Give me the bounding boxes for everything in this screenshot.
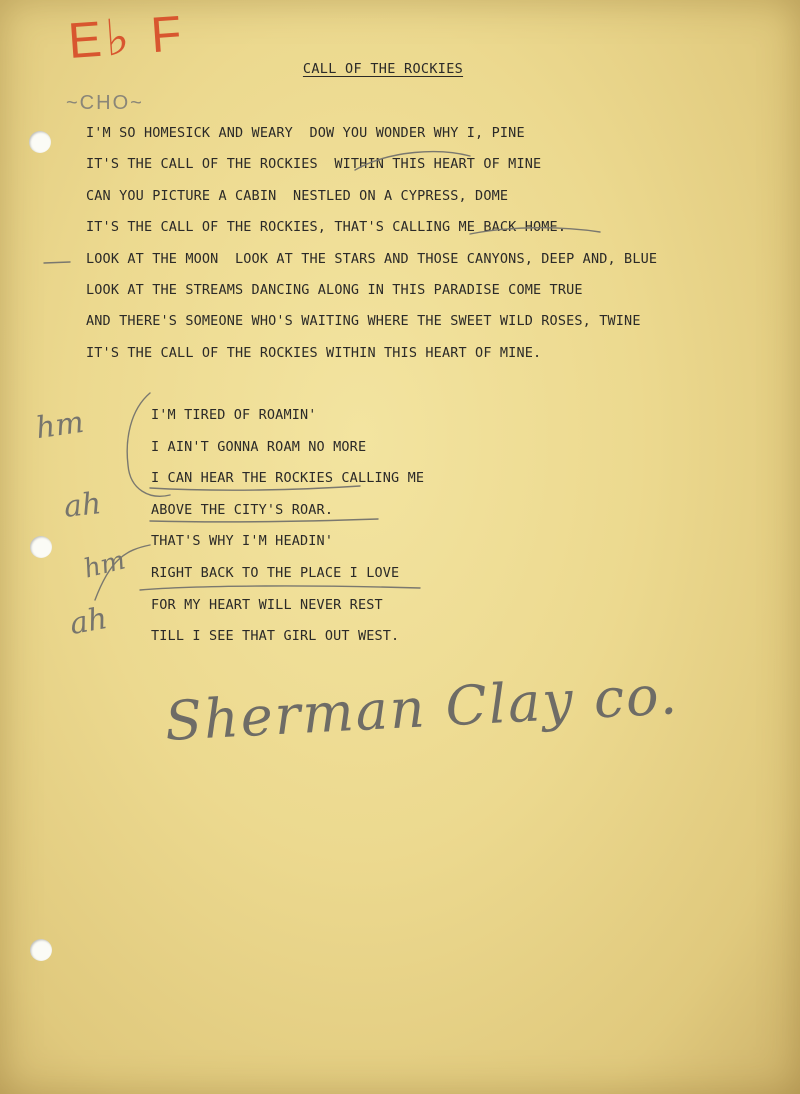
chorus-line: THAT'S WHY I'M HEADIN' <box>151 533 334 550</box>
pencil-arc-mark <box>470 228 600 234</box>
ah-annotation: ah <box>62 486 103 525</box>
chorus-marker-annotation: ~CHO~ <box>66 92 144 114</box>
ah-annotation: ah <box>67 601 110 642</box>
verse-line: IT'S THE CALL OF THE ROCKIES, THAT'S CALLING ME BACK HOME. <box>86 219 567 236</box>
pencil-underline-mark <box>150 486 360 490</box>
verse-line: CAN YOU PICTURE A CABIN NESTLED ON A CYPRESS, DOME <box>86 187 509 204</box>
verse-line: AND THERE'S SOMEONE WHO'S WAITING WHERE THE SWEET WILD ROSES, TWINE <box>86 313 641 330</box>
chorus-line: I CAN HEAR THE ROCKIES CALLING ME <box>151 470 425 487</box>
pencil-bracket-mark <box>127 393 170 496</box>
pencil-underline-mark <box>150 519 378 522</box>
hum-annotation: hm <box>33 404 86 447</box>
key-annotation: E♭ F <box>66 4 188 70</box>
chorus-line: ABOVE THE CITY'S ROAR. <box>151 501 334 518</box>
chorus-line: FOR MY HEART WILL NEVER REST <box>151 596 383 613</box>
chorus-line: I'M TIRED OF ROAMIN' <box>151 407 317 423</box>
chorus-line: TILL I SEE THAT GIRL OUT WEST. <box>151 628 400 645</box>
verse-line: IT'S THE CALL OF THE ROCKIES WITHIN THIS HEART OF MINE <box>86 156 542 173</box>
song-title: CALL OF THE ROCKIES <box>302 61 464 77</box>
pencil-arc-mark <box>355 152 470 170</box>
verse-line: I'M SO HOMESICK AND WEARY DOW YOU WONDER WHY I, PINE <box>86 125 525 141</box>
pencil-dash-mark <box>44 262 70 263</box>
publisher-signature: Sherman Clay co. <box>163 663 681 753</box>
chorus-line: I AIN'T GONNA ROAM NO MORE <box>151 438 367 455</box>
hum-annotation: hm <box>80 545 129 585</box>
verse-line: LOOK AT THE STREAMS DANCING ALONG IN THIS PARADISE COME TRUE <box>86 281 583 298</box>
chorus-line: RIGHT BACK TO THE PLACE I LOVE <box>151 564 400 581</box>
pencil-underline-mark <box>140 586 420 590</box>
verse-line: LOOK AT THE MOON LOOK AT THE STARS AND THOSE CANYONS, DEEP AND, BLUE <box>86 250 658 267</box>
verse-line: IT'S THE CALL OF THE ROCKIES WITHIN THIS HEART OF MINE. <box>86 344 542 361</box>
